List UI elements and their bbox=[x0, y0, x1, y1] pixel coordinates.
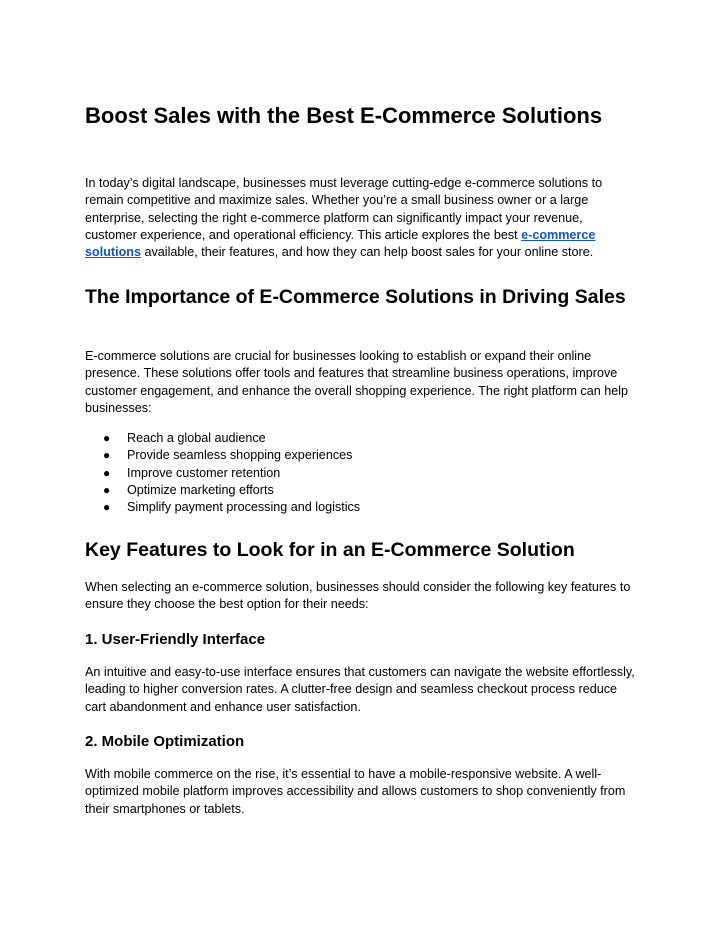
list-item bbox=[85, 430, 360, 447]
mobile-optimization-paragraph: With mobile commerce on the rise, it’s essential to have a mobile-responsive website. A well-optimized mobile platform improves accessibility and allows customers to shop conveniently from their smartphones or tablets. bbox=[85, 767, 626, 816]
list-item bbox=[85, 465, 360, 482]
list-item-text: Reach a global audience bbox=[127, 431, 266, 445]
section-importance-paragraph: E-commerce solutions are crucial for businesses looking to establish or expand their online presence. These solutions offer tools and features that streamline business operations, improve customer engagement, and enhance the overall shopping experience. The right platform can help businesses: bbox=[85, 349, 629, 415]
bullet-icon: ● bbox=[103, 482, 111, 497]
intro-text-after: available, their features, and how they can help boost sales for your online store. bbox=[140, 245, 594, 260]
section-heading-importance: The Importance of E-Commerce Solutions in Driving Sales bbox=[85, 286, 626, 308]
bullet-icon: ● bbox=[103, 448, 111, 463]
list-item-text: Simplify payment processing and logistics bbox=[127, 500, 361, 515]
ecommerce-solutions-link[interactable]: e-commerce solutions bbox=[85, 227, 596, 260]
subheading-user-friendly-interface: 1. User-Friendly Interface bbox=[85, 631, 266, 648]
page-title: Boost Sales with the Best E-Commerce Solutions bbox=[85, 103, 603, 128]
bullet-icon: ● bbox=[103, 431, 111, 445]
bullet-icon: ● bbox=[103, 465, 111, 480]
bullet-icon: ● bbox=[103, 500, 111, 515]
benefits-list bbox=[85, 430, 360, 516]
list-item bbox=[85, 499, 360, 516]
list-item-text: Optimize marketing efforts bbox=[127, 482, 274, 497]
subheading-mobile-optimization: 2. Mobile Optimization bbox=[85, 733, 245, 750]
section-key-features-paragraph: When selecting an e-commerce solution, businesses should consider the following key features to ensure they choose the best option for their needs: bbox=[85, 580, 631, 612]
intro-paragraph bbox=[85, 175, 637, 261]
list-item-text: Provide seamless shopping experiences bbox=[127, 448, 353, 463]
intro-text-before: In today’s digital landscape, businesses must leverage cutting-edge e-commerce solutions to remain competitive and maximize sales. Whether you’re a small business owner or a large enterprise, selecting the right e-commerce platform can significantly impact your revenue, customer experience, and operational efficiency. This article explores the best bbox=[85, 176, 603, 242]
user-friendly-interface-paragraph: An intuitive and easy-to-use interface ensures that customers can navigate the website effortlessly, leading to higher conversion rates. A clutter-free design and seamless checkout process reduce cart abandonment and enhance user satisfaction. bbox=[85, 665, 635, 714]
list-item bbox=[85, 482, 360, 499]
list-item-text: Improve customer retention bbox=[127, 465, 281, 480]
section-heading-key-features: Key Features to Look for in an E-Commerce Solution bbox=[85, 539, 575, 561]
list-item bbox=[85, 447, 360, 464]
